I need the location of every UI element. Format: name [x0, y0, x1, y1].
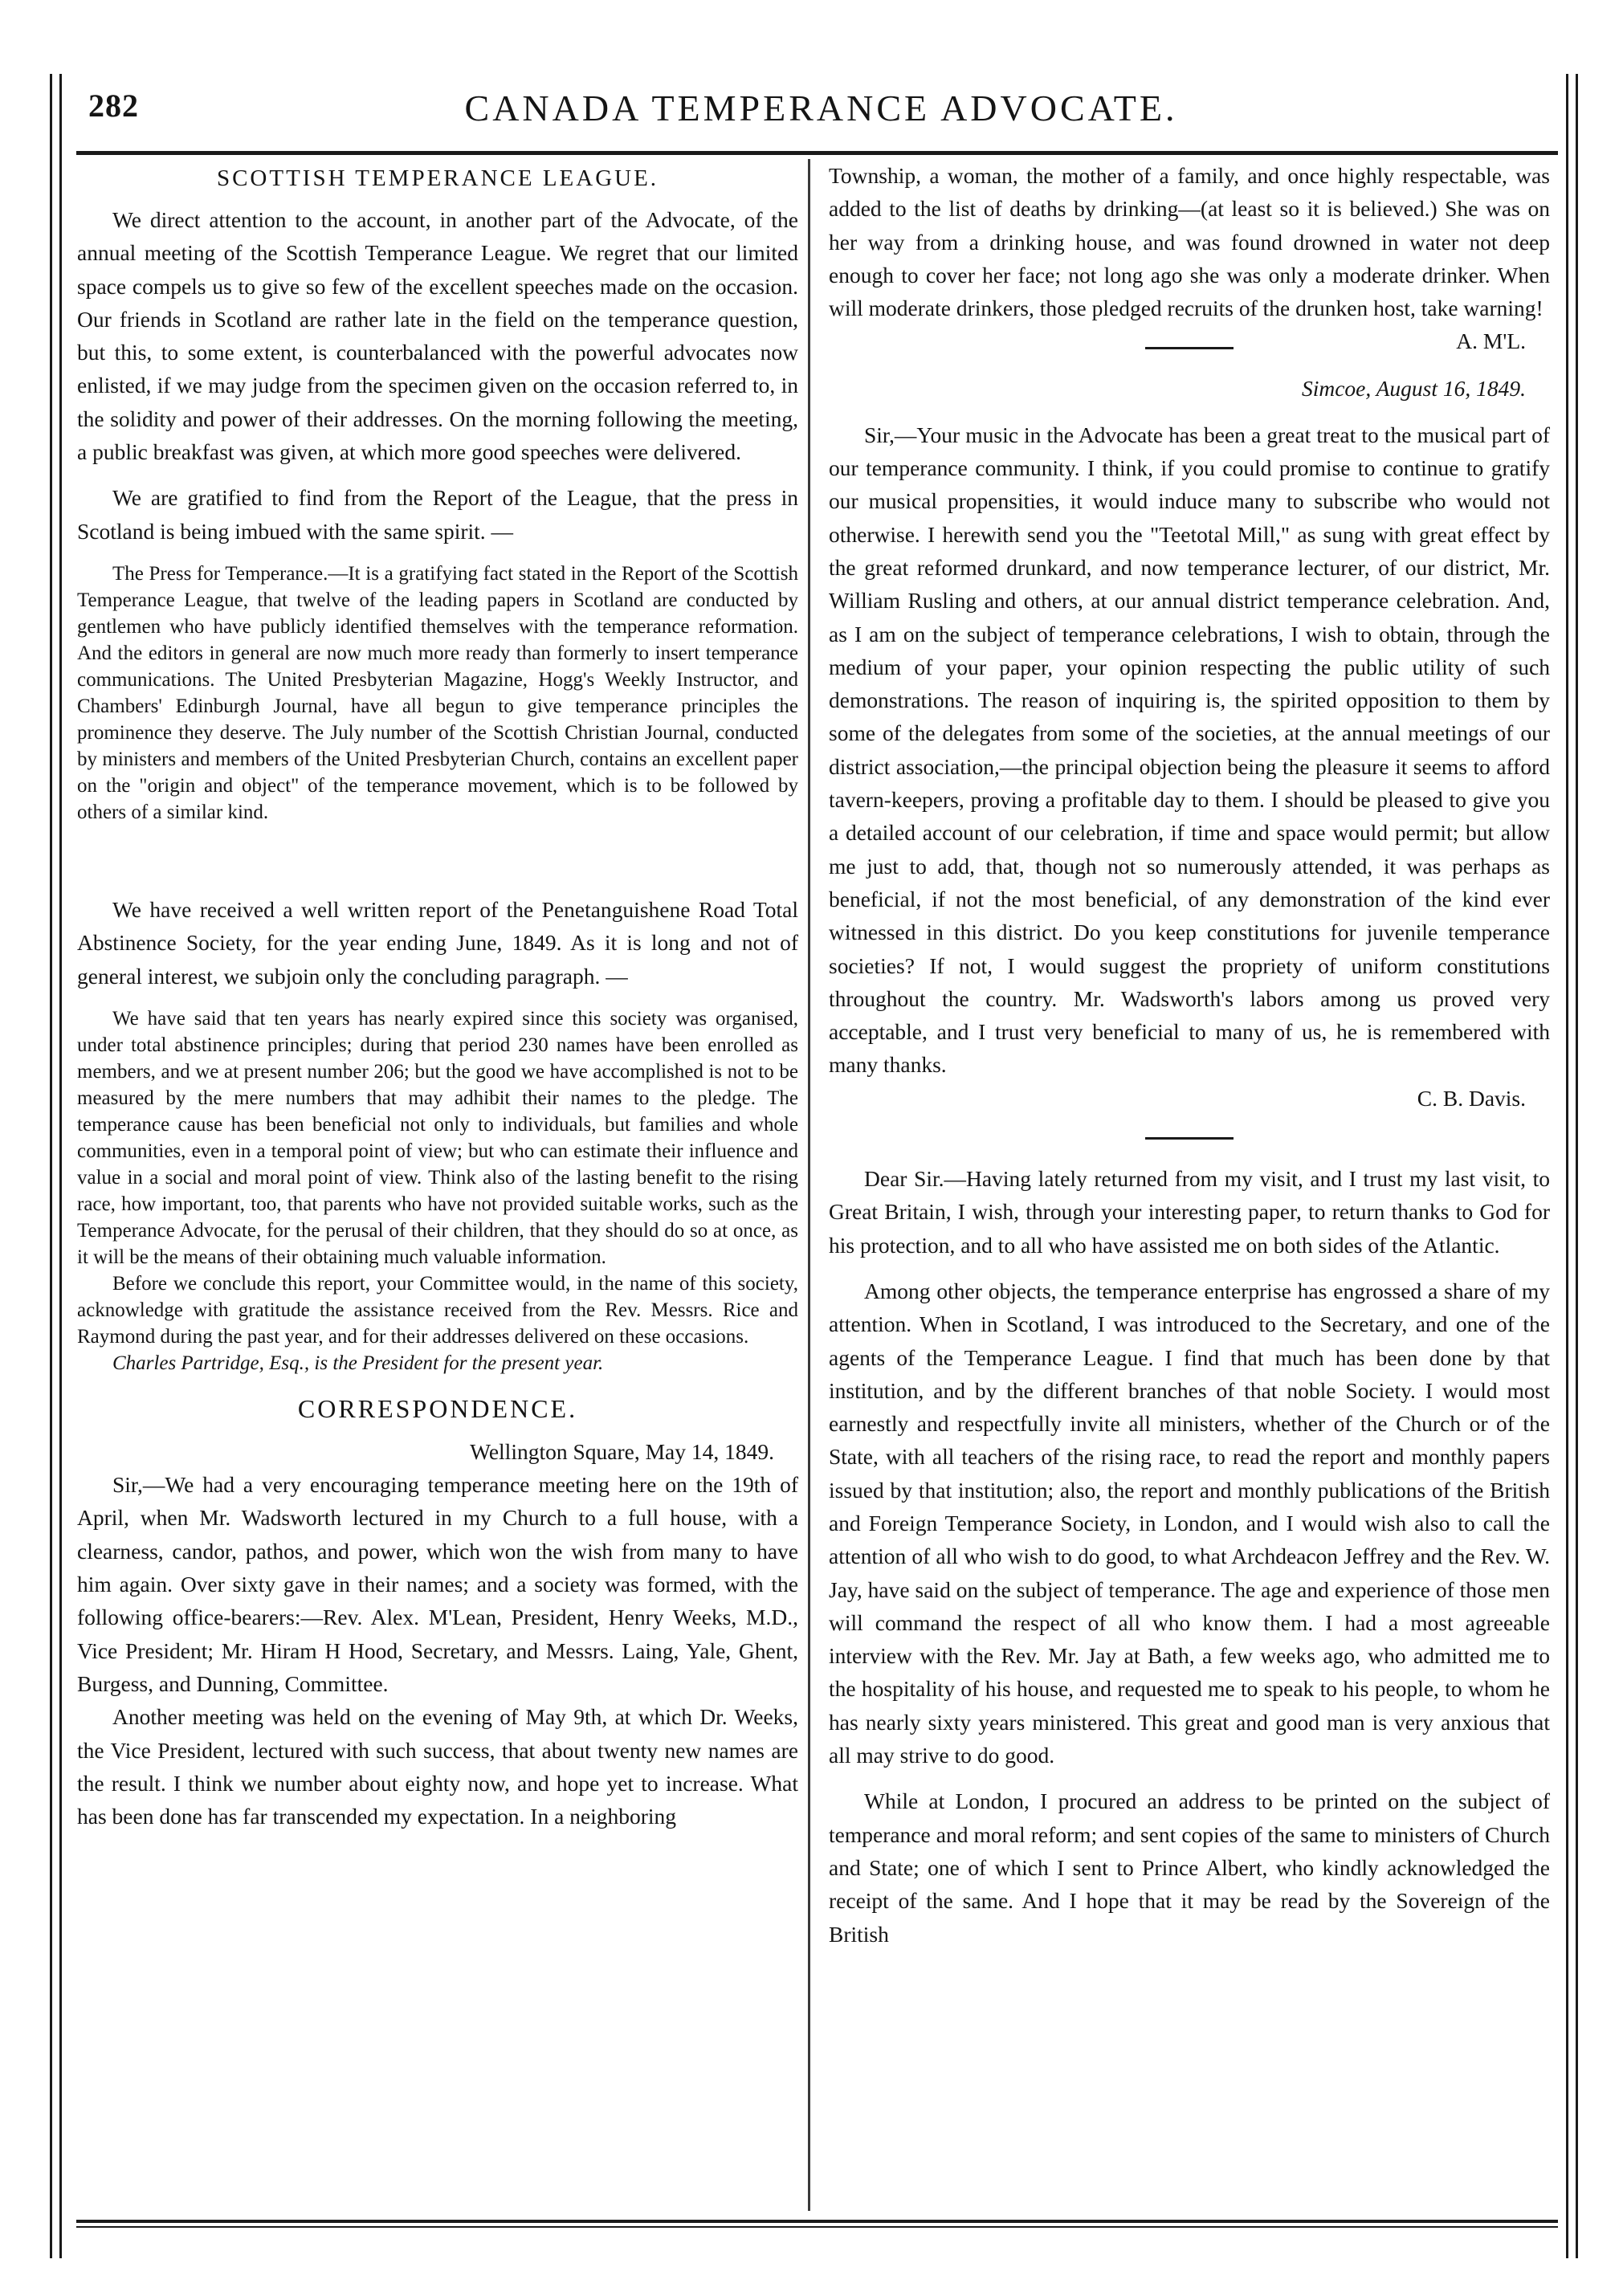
dear-sir-letter [829, 1162, 1550, 1951]
header-rule [76, 151, 1558, 155]
section-title: SCOTTISH TEMPERANCE LEAGUE. [216, 165, 659, 191]
dateline: Wellington Square, May 14, 1849. [470, 1438, 774, 1464]
paragraph [829, 159, 1550, 354]
signature: C. B. Davis. [1417, 1085, 1526, 1111]
quoted-extract: Before we conclude this report, your Committee would, in the name of this society, acknowledge with gratitude the assistance received from the Rev. Messrs. Rice and Raymond during the past year, and for their addresses delivered on these occasions. [77, 1272, 798, 1348]
scottish-league-article [77, 165, 798, 826]
paragraph: Among other objects, the temperance enterprise has engrossed a share of my attention. When in Scotland, I was introduced to the Secretary, and one of the agents of the Temperance League. I find that much has been done by that institution, and by the different branches of that noble Society. I would most earnestly and respectfully invite all ministers, whether of the Church or of the State, with all teachers of the rising race, to read the report and monthly papers issued by that institution; also, the report and monthly publications of the British and Foreign Temperance Society, in London, and I would wish also to call the attention of all who wish to do good, to what Archdeacon Jeffrey and the Rev. W. Jay, have said on the subject of temperance. The age and experience of those men will command the respect of all who know them. I had a most agreeable interview with the Rev. Mr. Jay at Bath, a few weeks ago, who admitted me to the hospitality of his house, and requested me to speak to his people, to whom he has nearly sixty years ministered. This great and good man is very anxious that all may strive to do good. [829, 1278, 1550, 1768]
page-header [88, 87, 1554, 151]
right-column [829, 159, 1550, 1951]
quoted-extract: The Press for Temperance.—It is a gratifying fact stated in the Report of the Scottish Temperance League, that twelve of the leading papers in Scotland are conducted by gentlemen who have publicly identified themselves with the temperance reformation. And the editors in general are now much more ready than formerly to insert temperance communications. The United Presbyterian Magazine, Hogg's Weekly Instructor, and Chambers' Edinburgh Journal, have all begun to give temperance principles the prominence they deserve. The July number of the Scottish Christian Journal, conducted by ministers and members of the United Presbyterian Church, contains an excellent paper on the "origin and object" of the temperance movement, which is to be followed by others of a similar kind. [77, 562, 798, 823]
page-number: 282 [88, 88, 139, 124]
bottom-rule [76, 2220, 1558, 2223]
left-column [77, 159, 798, 1833]
penetanguishene-article [77, 893, 798, 1376]
left-border-outer [50, 74, 52, 2258]
separator-rule [1145, 347, 1234, 349]
separator-rule [1145, 1137, 1234, 1140]
section-title: CORRESPONDENCE. [297, 1393, 578, 1423]
dateline: Simcoe, August 16, 1849. [1301, 376, 1526, 402]
column-divider [808, 159, 810, 2211]
continued-letter [829, 159, 1550, 354]
quoted-extract: Charles Partridge, Esq., is the President for the present year. [112, 1352, 604, 1374]
paragraph: We have received a well written report of the Penetanguishene Road Total Abstinence Society, for the year ending June, 1849. As it is long and not of general interest, we subjoin only the concluding paragraph. — [77, 896, 798, 989]
paragraph: We direct attention to the account, in another part of the Advocate, of the annual meeting of the Scottish Temperance League. We regret that our limited space compels us to give so few of the excellent speeches made on the occasion. Our friends in Scotland are rather late in the field on the temperance question, but this, to some extent, is counterbalanced with the powerful advocates now enlisted, if we may judge from the specimen given on the occasion referred to, in the solidity and power of their addresses. On the morning following the meeting, a public breakfast was given, at which more good speeches were delivered. [77, 207, 798, 465]
right-border-inner [1566, 74, 1568, 2258]
paragraph: We are gratified to find from the Report of the League, that the press in Scotland is being imbued with the same spirit. — [77, 485, 798, 544]
quoted-extract: We have said that ten years has nearly expired since this society was organised, under total abstinence principles; during that period 230 names have been enrolled as members, and we at present number 206; but the good we have accomplished is not to be measured by the mere numbers that may adhibit their names to the pledge. The temperance cause has been beneficial not only to individuals, but families and whole communities, even in a temporal point of view; but who can estimate their influence and value in a social and moral point of view. Think also of the lasting benefit to the rising race, how important, too, that parents who have not provided suitable works, such as the Temperance Advocate, for the perusal of their children, that they should do so at once, as it will be the means of their obtaining much valuable information. [77, 1007, 798, 1268]
correspondence-section [77, 1394, 798, 1833]
paragraph: Sir,—Your music in the Advocate has been a great treat to the musical part of our temperance community. I think, if you could promise to continue to gratify our musical propensities, it would induce many to subscribe who would not otherwise. I herewith send you the "Teetotal Mill," as sung with great effect by the great reformed drunkard, and now temperance lecturer, of our district, Mr. William Rusling and others, at our annual district temperance celebration. And, as I am on the subject of temperance celebrations, I wish to obtain, through the medium of your paper, your opinion respecting the public utility of such demonstrations. The reason of inquiring is, the spirited opposition to them by some of the delegates from some of the societies, at the annual meetings of our district association,—the principal objection being the pleasure it seems to afford tavern-keepers, proving a profitable day to them. I should be pleased to give you a detailed account of our celebration, if time and space would permit; but allow me just to add, that, though not so numerously attended, it was perhaps as beneficial, if not the most beneficial, of any demonstration of the kind ever witnessed in this district. Do you keep constitutions for juvenile temperance societies? If not, I would suggest the propriety of uniform constitutions throughout the country. Mr. Wadsworth's labors among us proved very acceptable, and I trust very beneficial to many of us, he is remembered with many thanks. [829, 422, 1550, 1078]
paragraph: While at London, I procured an address to be printed on the subject of temperance and moral reform; and sent copies of the same to ministers of Church and State; one of which I sent to Prince Albert, who kindly acknowledged the receipt of the same. And I hope that it may be read by the Sovereign of the British [829, 1788, 1550, 1947]
simcoe-letter [829, 372, 1550, 1115]
right-border-outer [1576, 74, 1578, 2258]
paragraph: Another meeting was held on the evening of May 9th, at which Dr. Weeks, the Vice President, lectured with such success, that about twenty new names are the result. I think we number about eighty now, and hope yet to increase. What has been done has far transcended my expectation. In a neighboring [77, 1704, 798, 1829]
left-border-inner [59, 74, 62, 2258]
paragraph: Sir,—We had a very encouraging temperance meeting here on the 19th of April, when Mr. Wadsworth lectured in my Church to a full house, with a clearness, candor, pathos, and power, which won the wish from many to have him again. Over sixty gave in their names; and a society was formed, with the following office-bearers:—Rev. Alex. M'Lean, President, Henry Weeks, M.D., Vice President; Mr. Hiram H Hood, Secretary, and Messrs. Laing, Yale, Ghent, Burgess, and Dunning, Committee. [77, 1472, 798, 1696]
running-head: CANADA TEMPERANCE ADVOCATE. [464, 88, 1178, 128]
signature: A. M'L. [1456, 328, 1526, 354]
paragraph: Dear Sir.—Having lately returned from my visit, and I trust my last visit, to Great Britain, I wish, through your interesting paper, to return thanks to God for his protection, and to all who have assisted me on both sides of the Atlantic. [829, 1166, 1550, 1258]
bottom-rule-thin [76, 2226, 1558, 2228]
continued-text: Township, a woman, the mother of a family, and once highly respectable, was added to the list of deaths by drinking—(at least so it is believed.) She was on her way from a drinking house, and was found drowned in water not deep enough to cover her face; not long ago she was only a moderate drinker. When will moderate drinkers, those pledged recruits of the drunken host, take warning! [829, 163, 1550, 321]
